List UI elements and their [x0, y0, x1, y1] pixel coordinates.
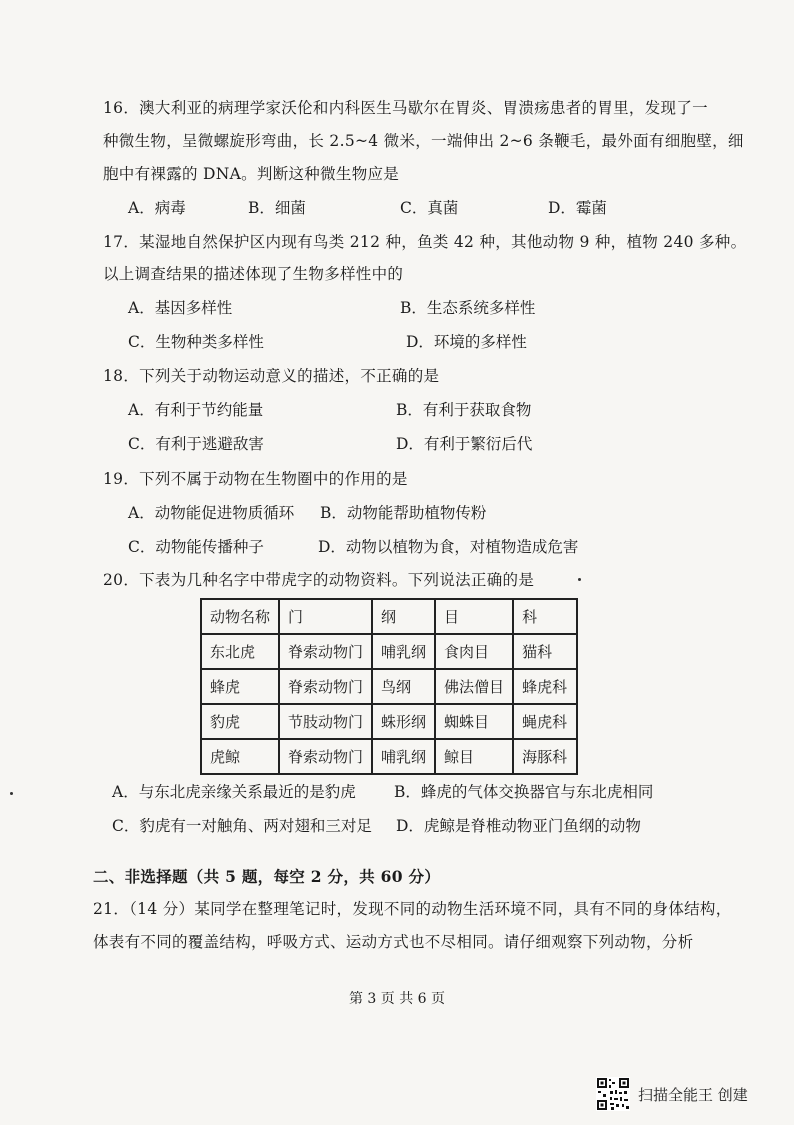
- q21-line-2: 体表有不同的覆盖结构，呼吸方式、运动方式也不尽相同。请仔细观察下列动物，分析: [93, 933, 694, 951]
- q20-option-b: B．蜂虎的气体交换器官与东北虎相同: [394, 783, 654, 801]
- scanner-watermark: [596, 1076, 748, 1112]
- page-number: 第 3 页 共 6 页: [348, 991, 446, 1007]
- q20-option-c: C．豹虎有一对触角、两对翅和三对足: [112, 817, 372, 835]
- q18-line-1: 18．下列关于动物运动意义的描述，不正确的是: [103, 367, 440, 385]
- table-row: [201, 704, 577, 739]
- table-header-cell: 纲: [372, 599, 435, 634]
- q16-option-d: D．霉菌: [548, 199, 607, 217]
- table-row: [201, 669, 577, 704]
- animal-table: [200, 598, 578, 775]
- table-cell: 脊索动物门: [279, 669, 372, 704]
- table-cell: 蜂虎科: [513, 669, 577, 704]
- q16-line-1: 16．澳大利亚的病理学家沃伦和内科医生马歇尔在胃炎、胃溃疡患者的胃里，发现了一: [103, 99, 708, 117]
- table-cell: 海豚科: [513, 739, 577, 774]
- q17-line-1: 17．某湿地自然保护区内现有鸟类 212 种，鱼类 42 种，其他动物 9 种，植物 240 多种。: [103, 233, 747, 251]
- q17-option-a: A．基因多样性: [128, 299, 233, 317]
- q19-option-b: B．动物能帮助植物传粉: [320, 504, 487, 522]
- table-cell: 豹虎: [201, 704, 279, 739]
- table-cell: 鲸目: [435, 739, 513, 774]
- table-header-cell: 门: [279, 599, 372, 634]
- table-cell: 虎鲸: [201, 739, 279, 774]
- q21-line-1: 21．（14 分）某同学在整理笔记时，发现不同的动物生活环境不同，具有不同的身体结构，: [93, 900, 732, 918]
- table-cell: 东北虎: [201, 634, 279, 669]
- table-cell: 脊索动物门: [279, 739, 372, 774]
- table-cell: 蜂虎: [201, 669, 279, 704]
- q19-line-1: 19．下列不属于动物在生物圈中的作用的是: [103, 470, 408, 488]
- q16-option-a: A．病毒: [128, 199, 186, 217]
- watermark-text: 扫描全能王 创建: [638, 1085, 748, 1104]
- q20-line-1: 20．下表为几种名字中带虎字的动物资料。下列说法正确的是: [103, 571, 535, 589]
- q18-option-c: C．有利于逃避敌害: [128, 435, 264, 453]
- table-cell: 鸟纲: [372, 669, 435, 704]
- q17-option-c: C．生物种类多样性: [128, 333, 264, 351]
- table-row: [201, 739, 577, 774]
- table-cell: 猫科: [513, 634, 577, 669]
- q20-option-d: D．虎鲸是脊椎动物亚门鱼纲的动物: [396, 817, 641, 835]
- q18-option-a: A．有利于节约能量: [128, 401, 264, 419]
- table-cell: 蛛形纲: [372, 704, 435, 739]
- table-header-row: [201, 599, 577, 634]
- table-cell: 蜘蛛目: [435, 704, 513, 739]
- table-header-cell: 动物名称: [201, 599, 279, 634]
- q17-option-b: B．生态系统多样性: [400, 299, 536, 317]
- table-cell: 节肢动物门: [279, 704, 372, 739]
- table-cell: 哺乳纲: [372, 739, 435, 774]
- table-row: [201, 634, 577, 669]
- table-cell: 佛法僧目: [435, 669, 513, 704]
- scan-speck: [10, 792, 13, 795]
- table-cell: 哺乳纲: [372, 634, 435, 669]
- q16-option-b: B．细菌: [248, 199, 306, 217]
- q17-option-d: D．环境的多样性: [406, 333, 527, 351]
- q19-option-c: C．动物能传播种子: [128, 538, 264, 556]
- q16-line-2: 种微生物，呈微螺旋形弯曲，长 2.5~4 微米，一端伸出 2~6 条鞭毛，最外面有细胞壁，细: [103, 132, 744, 150]
- qr-code-icon: [596, 1077, 630, 1111]
- q16-line-3: 胞中有裸露的 DNA。判断这种微生物应是: [103, 165, 400, 183]
- q19-option-a: A．动物能促进物质循环: [128, 504, 295, 522]
- q18-option-b: B．有利于获取食物: [396, 401, 532, 419]
- q20-option-a: A．与东北虎亲缘关系最近的是豹虎: [112, 783, 356, 801]
- table-header-cell: 目: [435, 599, 513, 634]
- q17-line-2: 以上调查结果的描述体现了生物多样性中的: [103, 265, 404, 283]
- table-cell: 蝇虎科: [513, 704, 577, 739]
- table-header-cell: 科: [513, 599, 577, 634]
- q19-option-d: D．动物以植物为食，对植物造成危害: [318, 538, 579, 556]
- q18-option-d: D．有利于繁衍后代: [396, 435, 533, 453]
- table-cell: 食肉目: [435, 634, 513, 669]
- scan-speck: [578, 578, 581, 581]
- section-2-heading: 二、非选择题（共 5 题，每空 2 分，共 60 分）: [93, 867, 441, 886]
- table-cell: 脊索动物门: [279, 634, 372, 669]
- q16-option-c: C．真菌: [400, 199, 459, 217]
